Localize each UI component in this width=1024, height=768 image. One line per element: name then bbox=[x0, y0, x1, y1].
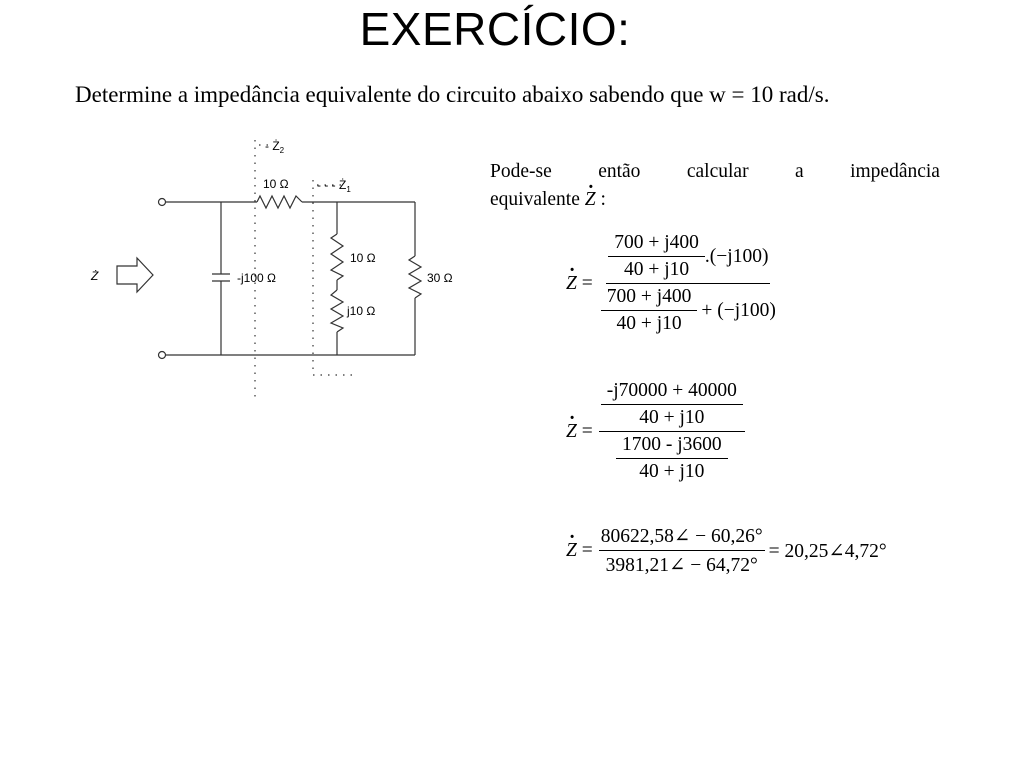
eq1-den-den: 40 + j10 bbox=[616, 313, 682, 334]
series-resistor bbox=[257, 196, 302, 208]
word: impedância bbox=[850, 161, 940, 182]
word: Pode-se bbox=[490, 161, 552, 182]
equals-sign: = bbox=[581, 272, 593, 294]
top-terminal bbox=[159, 199, 166, 206]
equals-sign: = bbox=[581, 539, 593, 561]
branch-resistor bbox=[331, 234, 343, 280]
z-symbol: · Z bbox=[585, 186, 596, 214]
explanation-paragraph bbox=[490, 158, 940, 214]
eq1-num-tail: .(−j100) bbox=[704, 245, 769, 267]
bottom-terminal bbox=[159, 352, 166, 359]
equals-sign: = bbox=[581, 420, 593, 442]
z1-label: - - - $Ż_1$ bbox=[317, 178, 351, 194]
equation-1 bbox=[566, 232, 778, 335]
parallel-resistor bbox=[409, 256, 421, 298]
z2-label: - $Ż_2$ bbox=[265, 139, 285, 155]
eq3-result: = 20,25∠4,72° bbox=[768, 540, 887, 562]
para-line2: equivalente bbox=[490, 189, 580, 210]
eq3-den: 3981,21∠ − 64,72° bbox=[605, 555, 758, 576]
input-arrow bbox=[117, 258, 153, 292]
equation-2 bbox=[566, 380, 745, 483]
slide-title: EXERCÍCIO: bbox=[359, 3, 631, 55]
eq1-num-den: 40 + j10 bbox=[623, 259, 690, 280]
eq1-den-num: 700 + j400 bbox=[601, 286, 698, 311]
capacitor-label: -j100 Ω bbox=[237, 271, 276, 285]
z-symbol: · Z bbox=[566, 540, 577, 562]
branch-resistor-label: 10 Ω bbox=[350, 251, 376, 265]
eq2-den-num: 1700 - j3600 bbox=[616, 434, 728, 459]
word: calcular bbox=[686, 161, 749, 182]
eq1-num-num: 700 + j400 bbox=[608, 232, 705, 257]
z-symbol: · Z bbox=[566, 273, 577, 295]
eq2-den-den: 40 + j10 bbox=[639, 461, 705, 482]
eq2-num-num: -j70000 + 40000 bbox=[601, 380, 743, 405]
eq1-den-tail: + (−j100) bbox=[701, 299, 776, 321]
word: a bbox=[795, 161, 804, 182]
inductor-label: j10 Ω bbox=[347, 304, 376, 318]
branch-inductor bbox=[331, 290, 343, 332]
eq3-num: 80622,58∠ − 60,26° bbox=[599, 524, 765, 551]
z-symbol: · Z bbox=[566, 421, 577, 443]
eq2-num-den: 40 + j10 bbox=[639, 407, 705, 428]
parallel-resistor-label: 30 Ω bbox=[427, 271, 453, 285]
problem-statement: Determine a impedância equivalente do circuito abaixo sabendo que w = 10 rad/s. bbox=[75, 82, 830, 107]
input-z-label: Ż bbox=[91, 269, 99, 283]
equation-3 bbox=[566, 524, 887, 577]
series-resistor-label: 10 Ω bbox=[263, 177, 289, 191]
word: então bbox=[598, 161, 641, 182]
circuit-diagram bbox=[85, 130, 475, 405]
para-colon: : bbox=[600, 189, 606, 210]
